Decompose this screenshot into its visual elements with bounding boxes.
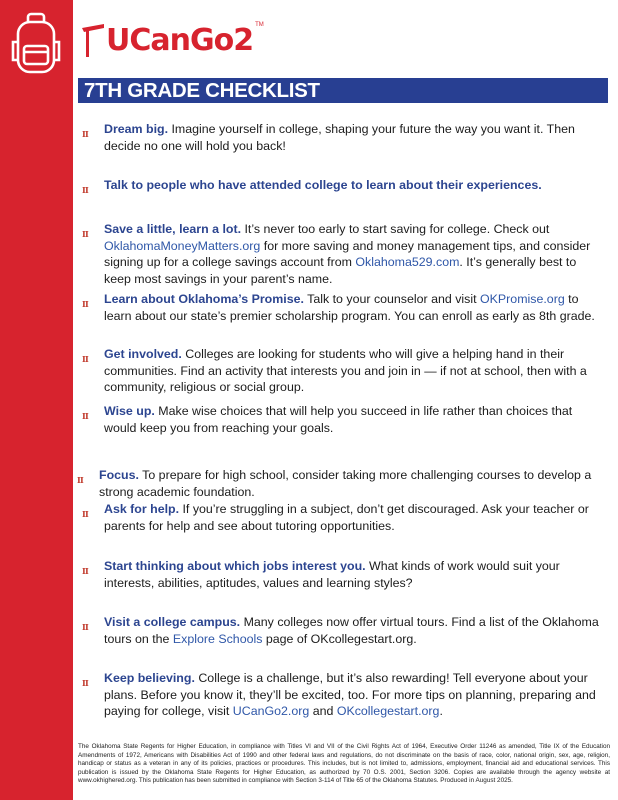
item-heading: Get involved.: [104, 347, 182, 361]
checklist-item: [82, 501, 604, 534]
item-heading: Dream big.: [104, 122, 169, 136]
item-text: and: [309, 704, 337, 719]
checkbox-bullet-icon: Ⅱ: [82, 411, 89, 421]
item-link[interactable]: Explore Schools: [172, 631, 263, 646]
checklist-item: [82, 177, 604, 195]
item-text: Imagine yourself in college, shaping your future the way you want it. Then decide no one will hold you back!: [104, 122, 575, 153]
item-text: for more saving and money management tips, and consider signing up for a college savings account from: [104, 238, 591, 270]
checklist-item: [82, 670, 604, 720]
checkbox-bullet-icon: Ⅱ: [82, 354, 89, 364]
checklist-item: [77, 467, 599, 500]
item-text: College is a challenge, but it’s also rewarding! Tell everyone about your plans. Before you know it, they’ll be excited, too. For more tips on planning, preparing and paying for college, visit: [104, 671, 596, 719]
item-link[interactable]: Oklahoma529.com: [355, 255, 460, 270]
logo-text: UCanGo2: [106, 23, 254, 58]
item-link[interactable]: OklahomaMoneyMatters.org: [104, 238, 261, 253]
backpack-icon: [10, 12, 62, 76]
checkbox-bullet-icon: Ⅱ: [82, 299, 89, 309]
item-heading: Focus.: [99, 468, 139, 482]
checklist-item: [82, 403, 604, 436]
checkbox-bullet-icon: Ⅱ: [82, 509, 89, 519]
checkbox-bullet-icon: Ⅱ: [82, 566, 89, 576]
item-heading: Talk to people who have attended college to learn about their experiences.: [104, 178, 542, 192]
item-text: page of OKcollegestart.org.: [262, 631, 417, 646]
item-text: Talk to your counselor and visit: [303, 292, 481, 306]
red-sidebar: [0, 0, 73, 800]
item-heading: Start thinking about which jobs interest you.: [104, 559, 366, 573]
item-text: . It’s generally best to keep most savings in your parent’s name.: [104, 255, 577, 286]
graduation-cap-icon: [82, 22, 106, 58]
checklist-item: [82, 121, 604, 154]
item-link[interactable]: OKcollegestart.org: [336, 704, 440, 719]
item-text: If you’re struggling in a subject, don’t get discouraged. Ask your teacher or parents for help and see about tutoring opportunities.: [104, 502, 589, 533]
page-title: 7TH GRADE CHECKLIST: [84, 79, 320, 102]
item-text: To prepare for high school, consider taking more challenging courses to develop a strong academic foundation.: [99, 468, 592, 499]
checkbox-bullet-icon: Ⅱ: [82, 678, 89, 688]
checklist-item: [82, 558, 604, 591]
checkbox-bullet-icon: Ⅱ: [82, 185, 89, 195]
checklist-item: [82, 346, 604, 396]
item-link[interactable]: UCanGo2.org: [232, 704, 310, 719]
checklist-item: [82, 614, 604, 647]
item-text: .: [439, 704, 443, 719]
checklist-item: [82, 221, 604, 287]
checkbox-bullet-icon: Ⅱ: [82, 622, 89, 632]
trademark: TM: [255, 22, 264, 28]
checklist-item: [82, 291, 604, 324]
checkbox-bullet-icon: Ⅱ: [82, 229, 89, 239]
ucango2-logo: [82, 18, 264, 58]
legal-footer: The Oklahoma State Regents for Higher Education, in compliance with Titles VI and VII of the Civil Rights Act of 1964, Executive Order 11246 as amended, Title IX of the Education Amendments of 1972, Americans with Disabilities Act of 1990 and other federal laws and regulations, do not discriminate on the basis of race, color, national origin, sex, age, religion, handicap or status as a veteran in any of its policies, practices or procedures. This includes, but is not limited to, admissions, employment, financial aid and educational services. This publication is issued by the Oklahoma State Regents for Higher Education, as authorized by 70 O.S. 2001, Section 3206. Copies are available through the agency website at www.okhighered.org. This publication has been submitted in compliance with Section 3-114 of Title 65 of the Oklahoma Statutes. Produced in August 2025.: [78, 743, 610, 785]
item-heading: Wise up.: [104, 404, 155, 418]
checkbox-bullet-icon: Ⅱ: [77, 475, 84, 485]
item-heading: Ask for help.: [104, 502, 180, 516]
item-text: It’s never too early to start saving for college. Check out: [241, 222, 550, 236]
item-text: Make wise choices that will help you succeed in life rather than choices that would keep you from reaching your goals.: [104, 404, 573, 435]
item-heading: Visit a college campus.: [104, 615, 241, 629]
item-text: What kinds of work would suit your interests, abilities, aptitudes, values and learning styles?: [104, 559, 560, 590]
item-text: Colleges are looking for students who will give a helping hand in their communities. Find an activity that interests you and join in — if not at school, then with a community, religious or social group.: [104, 347, 587, 395]
item-text: to learn about our state’s premier scholarship program. You can enroll as early as 8th grade.: [104, 292, 595, 323]
item-link[interactable]: OKPromise.org: [480, 292, 565, 306]
checkbox-bullet-icon: Ⅱ: [82, 129, 89, 139]
item-heading: Save a little, learn a lot.: [104, 222, 242, 236]
title-banner: [78, 78, 608, 103]
item-text: Many colleges now offer virtual tours. Find a list of the Oklahoma tours on the: [104, 615, 599, 646]
item-heading: Keep believing.: [104, 671, 195, 685]
item-heading: Learn about Oklahoma’s Promise.: [104, 292, 304, 306]
